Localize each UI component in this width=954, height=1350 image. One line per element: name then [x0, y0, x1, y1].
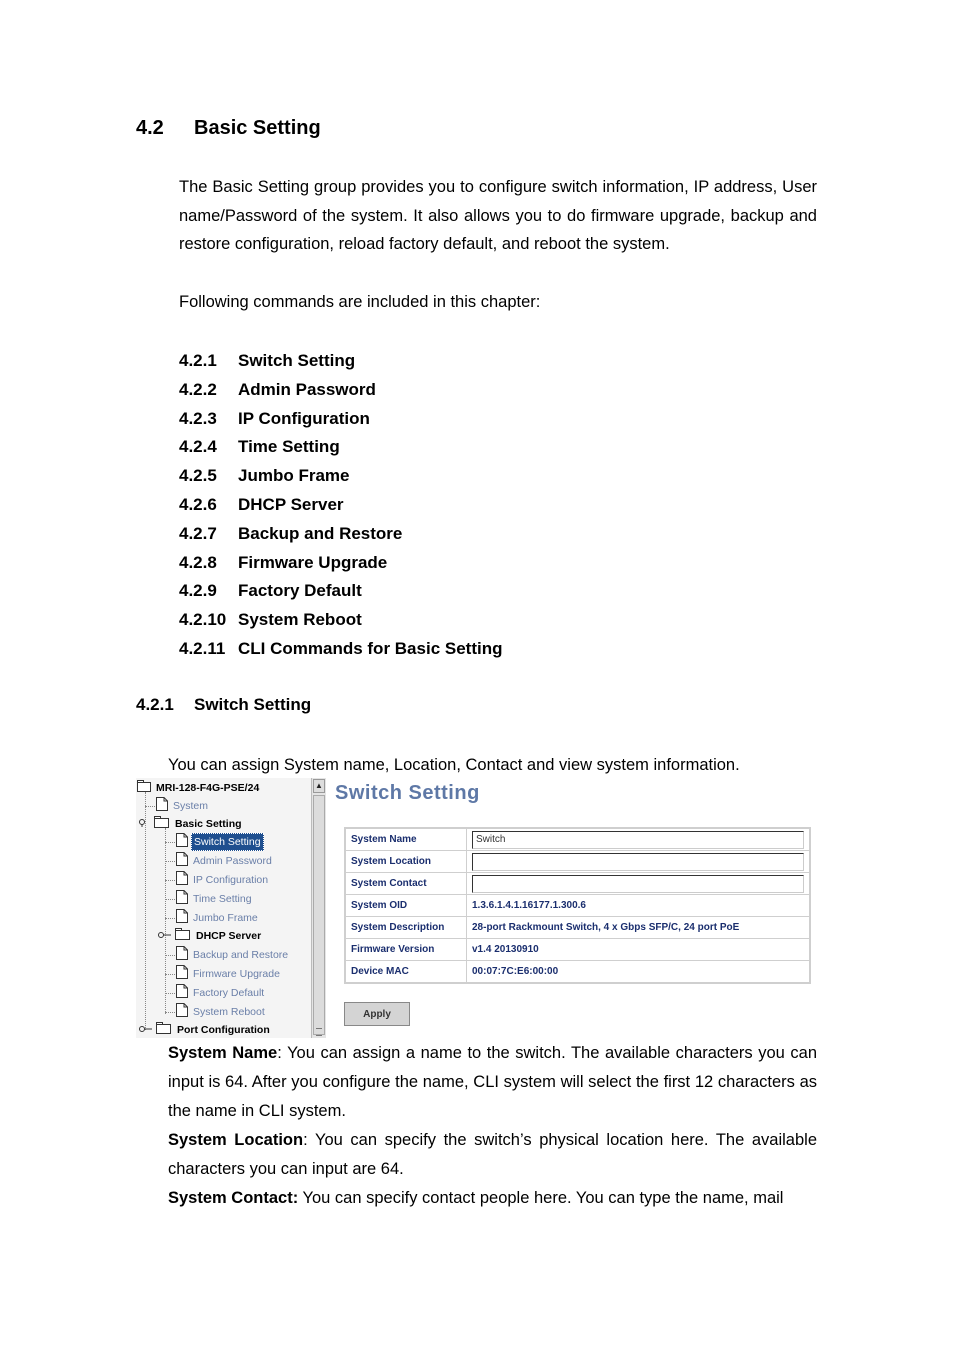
system-location-label: System Location	[345, 851, 467, 873]
expand-key-icon	[158, 928, 172, 944]
definition-system-name: System Name: You can assign a name to the switch. The available characters you can input is 64. After you configure the name, CLI system will select the first 12 characters as the name in CLI system.	[168, 1044, 817, 1120]
document-icon	[176, 984, 188, 1003]
tree-item-jumbo-frame[interactable]: Jumbo Frame	[176, 910, 260, 926]
section-heading	[136, 117, 321, 140]
folder-icon	[156, 1022, 172, 1039]
document-icon	[176, 852, 188, 871]
tree-item-port-configuration[interactable]: Port Configuration	[139, 1022, 272, 1038]
toc-item[interactable]: 4.2.3 IP Configuration	[179, 408, 370, 428]
toc-item[interactable]: 4.2.10 System Reboot	[179, 610, 362, 630]
firmware-version-label: Firmware Version	[345, 939, 467, 961]
document-icon	[176, 909, 188, 928]
system-description-label: System Description	[345, 917, 467, 939]
firmware-version-value: v1.4 20130910	[467, 939, 811, 961]
tree-item-basic-setting[interactable]: Basic Setting	[139, 816, 244, 832]
intro-paragraph: The Basic Setting group provides you to configure switch information, IP address, User name/Password of the system. It also allows you to do firmware upgrade, backup and restore configuration, reload factory default, and reboot the system.	[179, 178, 817, 254]
tree-item-admin-password[interactable]: Admin Password	[176, 853, 274, 869]
table-row	[345, 828, 810, 851]
tree-item-factory-default[interactable]: Factory Default	[176, 985, 266, 1001]
subsection-title: Switch Setting	[194, 695, 312, 714]
document-icon	[176, 833, 188, 852]
toc-item[interactable]: 4.2.2 Admin Password	[179, 379, 376, 399]
grip-icon	[316, 1028, 322, 1036]
document-icon	[176, 946, 188, 965]
folder-icon	[175, 928, 191, 945]
table-row	[345, 917, 810, 939]
page-title: Switch Setting	[335, 782, 480, 804]
folder-open-icon	[154, 816, 170, 833]
definition-system-contact: System Contact: You can specify contact people here. You can type the name, mail	[168, 1189, 784, 1207]
subsection-heading	[136, 695, 311, 715]
device-mac-value: 00:07:7C:E6:00:00	[467, 961, 811, 984]
document-icon	[176, 1003, 188, 1022]
system-contact-label: System Contact	[345, 873, 467, 895]
tree-item-time-setting[interactable]: Time Setting	[176, 891, 254, 907]
expand-key-icon	[139, 1022, 153, 1038]
apply-button[interactable]: Apply	[344, 1002, 410, 1026]
table-row	[345, 895, 810, 917]
system-contact-input[interactable]	[472, 875, 804, 893]
system-location-input[interactable]	[472, 853, 804, 871]
section-number: 4.2	[136, 117, 164, 139]
toc-item[interactable]: 4.2.6 DHCP Server	[179, 494, 344, 514]
system-oid-label: System OID	[345, 895, 467, 917]
system-description-value: 28-port Rackmount Switch, 4 x Gbps SFP/C, 24 port PoE	[467, 917, 811, 939]
device-mac-label: Device MAC	[345, 961, 467, 984]
tree-item-firmware-upgrade[interactable]: Firmware Upgrade	[176, 966, 282, 982]
switch-setting-table	[344, 827, 811, 984]
tree-item-ip-configuration[interactable]: IP Configuration	[176, 872, 270, 888]
toc-item[interactable]: 4.2.7 Backup and Restore	[179, 523, 403, 543]
definition-system-location: System Location: You can specify the switch’s physical location here. The available characters you can input are 64.	[168, 1131, 817, 1178]
switch-setting-screenshot	[136, 778, 818, 1038]
system-name-label: System Name	[345, 828, 467, 851]
folder-icon	[137, 780, 151, 797]
toc-item[interactable]: 4.2.8 Firmware Upgrade	[179, 552, 388, 572]
toc-item[interactable]: 4.2.9 Factory Default	[179, 581, 362, 601]
table-row	[345, 873, 810, 895]
subsection-intro: You can assign System name, Location, Contact and view system information.	[168, 756, 740, 774]
tree-item-dhcp-server[interactable]: DHCP Server	[158, 928, 263, 944]
toc-item[interactable]: 4.2.11 CLI Commands for Basic Setting	[179, 638, 503, 658]
nav-tree	[136, 778, 311, 1038]
expand-key-icon	[139, 816, 151, 832]
toc-item[interactable]: 4.2.1 Switch Setting	[179, 351, 356, 370]
document-icon	[176, 871, 188, 890]
tree-scrollbar[interactable]	[311, 778, 326, 1038]
system-oid-value: 1.3.6.1.4.1.16177.1.300.6	[467, 895, 811, 917]
document-icon	[156, 797, 168, 816]
system-name-input[interactable]: Switch	[472, 831, 804, 849]
commands-intro: Following commands are included in this chapter:	[179, 293, 541, 311]
scroll-up-icon[interactable]: ▲	[313, 779, 325, 793]
document-icon	[176, 890, 188, 909]
document-icon	[176, 965, 188, 984]
scroll-thumb[interactable]	[313, 795, 325, 1035]
table-row	[345, 939, 810, 961]
chapter-toc	[179, 347, 502, 664]
toc-item[interactable]: 4.2.5 Jumbo Frame	[179, 466, 350, 486]
tree-item-system[interactable]: System	[156, 798, 210, 814]
tree-item-switch-setting[interactable]: Switch Setting	[176, 834, 264, 850]
table-row	[345, 961, 810, 984]
section-title: Basic Setting	[194, 117, 321, 139]
field-definitions	[168, 1039, 817, 1213]
tree-root[interactable]: MRI-128-F4G-PSE/24	[137, 780, 261, 796]
subsection-number: 4.2.1	[136, 695, 174, 714]
tree-item-system-reboot[interactable]: System Reboot	[176, 1004, 267, 1020]
toc-item[interactable]: 4.2.4 Time Setting	[179, 437, 340, 457]
table-row	[345, 851, 810, 873]
tree-item-backup-and-restore[interactable]: Backup and Restore	[176, 947, 290, 963]
